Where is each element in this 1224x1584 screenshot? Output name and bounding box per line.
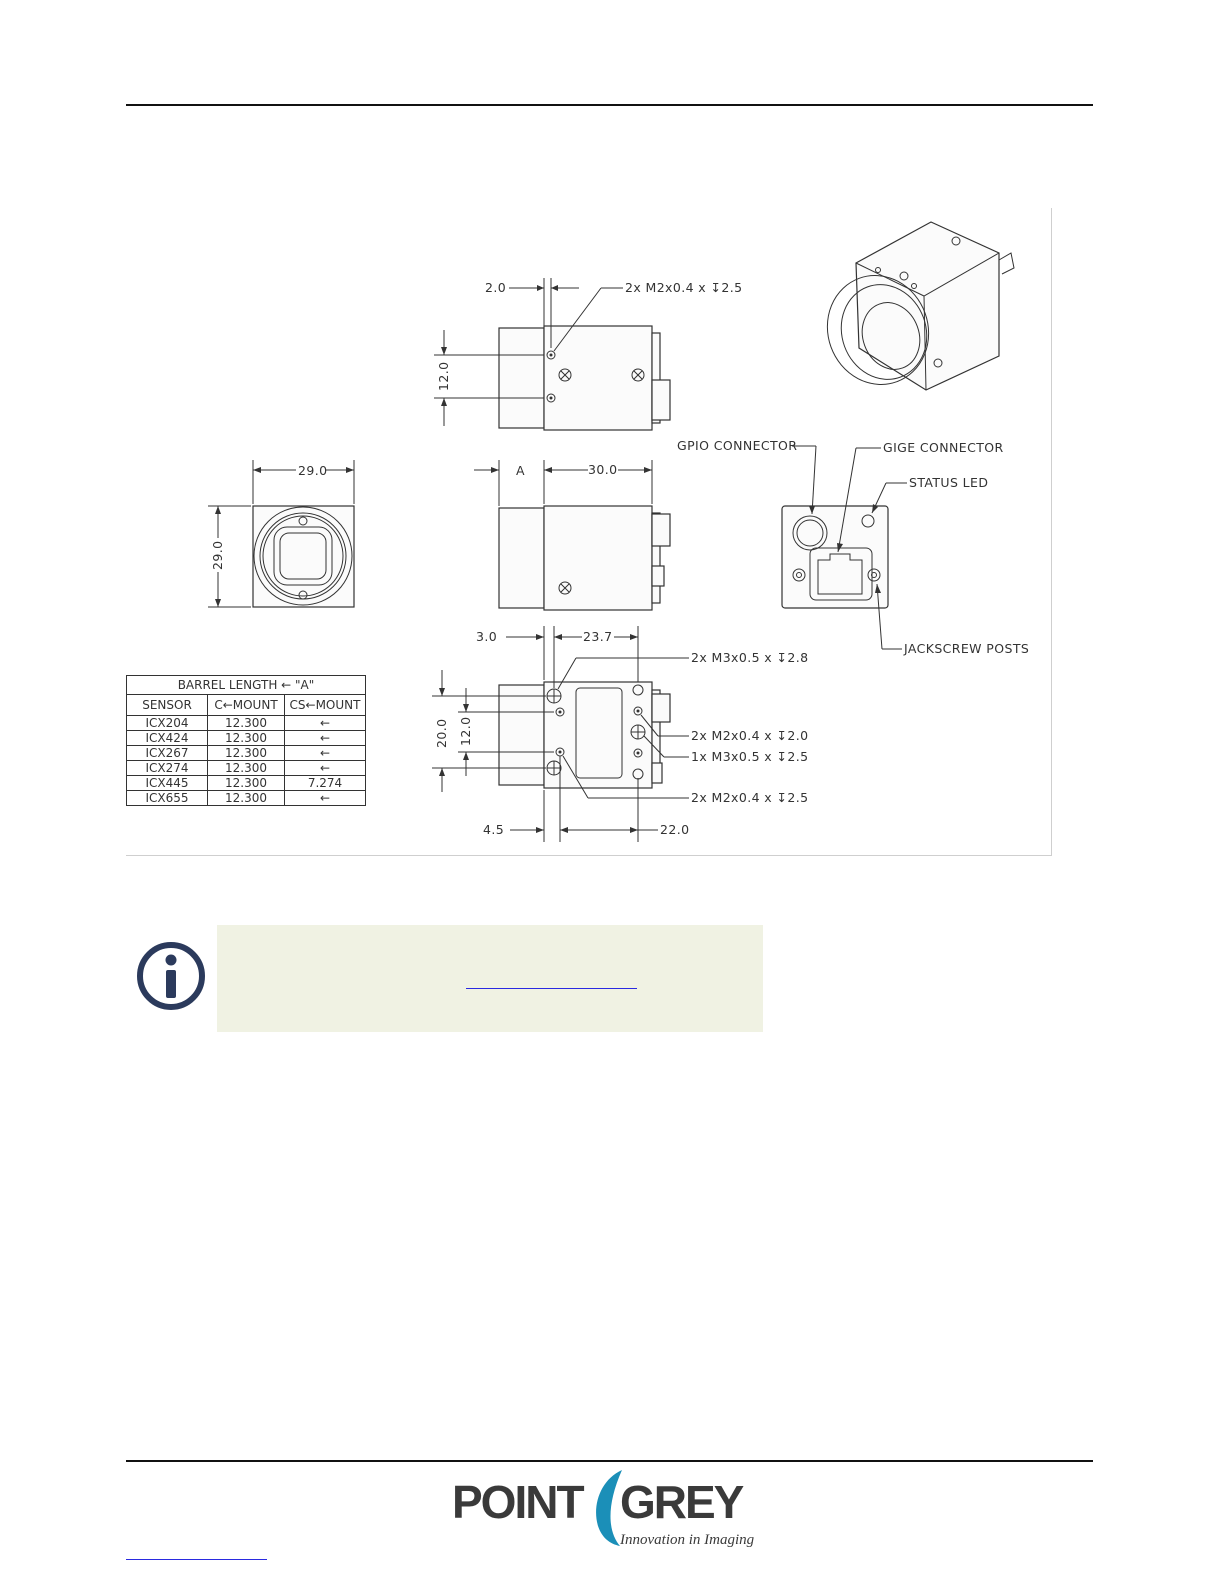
table-row (127, 716, 366, 731)
dim-2-0: 2.0 (485, 280, 507, 295)
side-view-middle (474, 460, 670, 610)
dim-4-5: 4.5 (483, 822, 505, 837)
table-cell: 7.274 (285, 776, 366, 791)
front-view (208, 460, 354, 607)
table-cell: 12.300 (208, 716, 285, 731)
rear-view (677, 438, 1029, 656)
table-cell: 12.300 (208, 746, 285, 761)
svg-text:POINT: POINT (452, 1476, 583, 1528)
callout-bottom-m2-2-0: 2x M2x0.4 x ↧2.0 (691, 728, 809, 743)
barrel-table-header: SENSOR (127, 695, 208, 716)
table-cell: 12.300 (208, 761, 285, 776)
table-cell: ← (285, 791, 366, 806)
table-row (127, 791, 366, 806)
dim-29-0-height: 29.0 (210, 540, 225, 570)
table-cell: 12.300 (208, 791, 285, 806)
dim-29-0-width: 29.0 (298, 463, 328, 478)
table-cell: ICX274 (127, 761, 208, 776)
dim-a: A (516, 463, 525, 478)
dim-23-7: 23.7 (583, 629, 613, 644)
info-icon (135, 940, 207, 1012)
table-cell: ← (285, 716, 366, 731)
header-rule (126, 104, 1093, 106)
table-cell: ← (285, 731, 366, 746)
side-view-top (434, 278, 742, 430)
table-row (127, 746, 366, 761)
barrel-table-header: CS←MOUNT (285, 695, 366, 716)
table-row (127, 731, 366, 746)
dim-30-0: 30.0 (588, 462, 618, 477)
callout-bottom-m3-2-5: 1x M3x0.5 x ↧2.5 (691, 749, 809, 764)
note-link[interactable] (466, 972, 637, 989)
dim-22-0: 22.0 (660, 822, 690, 837)
table-cell: ICX655 (127, 791, 208, 806)
bottom-view (432, 626, 808, 842)
dim-20-0: 20.0 (434, 718, 449, 748)
callout-gige: GIGE CONNECTOR (883, 440, 1004, 455)
callout-bottom-m3-2-8: 2x M3x0.5 x ↧2.8 (691, 650, 809, 665)
callout-gpio: GPIO CONNECTOR (677, 438, 798, 453)
footer-link[interactable] (126, 1553, 267, 1560)
point-grey-logo (450, 1466, 770, 1552)
table-row (127, 776, 366, 791)
callout-bottom-m2-2-5: 2x M2x0.4 x ↧2.5 (691, 790, 809, 805)
callout-status-led: STATUS LED (909, 475, 989, 490)
table-cell: ← (285, 746, 366, 761)
table-cell: ICX424 (127, 731, 208, 746)
table-cell: ICX267 (127, 746, 208, 761)
table-cell: ← (285, 761, 366, 776)
svg-text:GREY: GREY (620, 1476, 743, 1528)
table-cell: ICX204 (127, 716, 208, 731)
callout-jackscrew: JACKSCREW POSTS (904, 641, 1030, 656)
footer-rule (126, 1460, 1093, 1462)
barrel-length-table (126, 675, 366, 806)
isometric-view (812, 222, 1014, 399)
table-row (127, 761, 366, 776)
dim-3-0: 3.0 (476, 629, 498, 644)
barrel-table-title: BARREL LENGTH ← "A" (127, 676, 366, 695)
callout-top-holes: 2x M2x0.4 x ↧2.5 (625, 280, 743, 295)
table-cell: 12.300 (208, 776, 285, 791)
table-cell: 12.300 (208, 731, 285, 746)
barrel-table-header: C←MOUNT (208, 695, 285, 716)
dim-12-0-bottom: 12.0 (458, 716, 473, 746)
table-cell: ICX445 (127, 776, 208, 791)
svg-text:Innovation in Imaging: Innovation in Imaging (620, 1532, 755, 1548)
dim-12-0-side: 12.0 (436, 361, 451, 391)
